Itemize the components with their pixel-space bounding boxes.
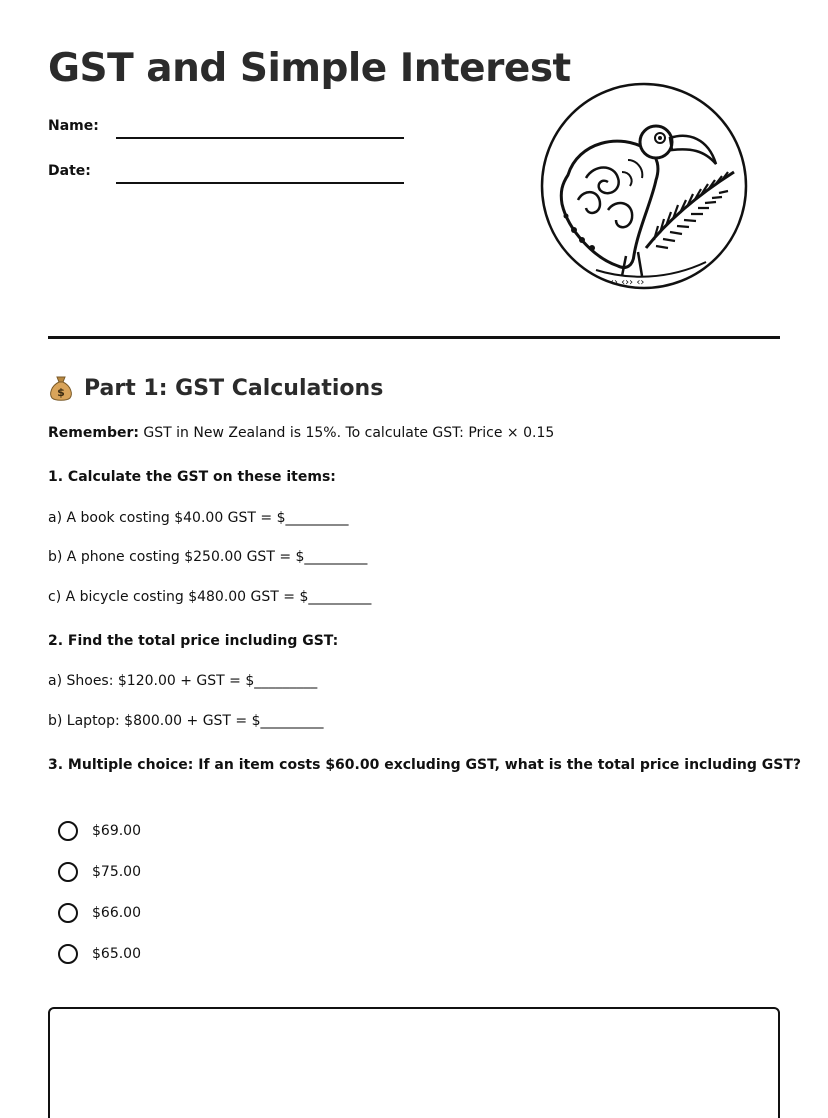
svg-text:‹› ‹›› ‹›: ‹› ‹›› ‹› — [610, 277, 645, 288]
name-field[interactable] — [116, 137, 404, 139]
section-divider — [48, 336, 780, 339]
part1-header — [48, 374, 383, 402]
date-label: Date: — [48, 163, 91, 179]
choice-option[interactable] — [58, 862, 141, 882]
choice-label: $66.00 — [92, 905, 141, 921]
radio-button[interactable] — [58, 944, 78, 964]
question-1b: b) A phone costing $250.00 GST = $_________ — [48, 549, 368, 565]
working-answer-box[interactable] — [48, 1007, 780, 1118]
question-1a: a) A book costing $40.00 GST = $_________ — [48, 510, 349, 526]
part1-heading: Part 1: GST Calculations — [84, 375, 384, 401]
choice-label: $75.00 — [92, 864, 141, 880]
date-field[interactable] — [116, 182, 404, 184]
radio-button[interactable] — [58, 903, 78, 923]
money-bag-icon — [48, 374, 74, 402]
choice-label: $69.00 — [92, 823, 141, 839]
name-label: Name: — [48, 118, 99, 134]
question-2-heading: 2. Find the total price including GST: — [48, 633, 339, 649]
radio-button[interactable] — [58, 821, 78, 841]
question-1c: c) A bicycle costing $480.00 GST = $_________ — [48, 589, 372, 605]
choice-option[interactable] — [58, 944, 141, 964]
question-2b: b) Laptop: $800.00 + GST = $_________ — [48, 713, 324, 729]
page-title: GST and Simple Interest — [48, 46, 571, 91]
question-1-heading: 1. Calculate the GST on these items: — [48, 469, 336, 485]
choice-option[interactable] — [58, 821, 141, 841]
remember-label: Remember: — [48, 425, 139, 441]
remember-text: GST in New Zealand is 15%. To calculate GST: Price × 0.15 — [138, 425, 555, 441]
svg-text:$: $ — [57, 386, 65, 399]
remember-note — [48, 425, 554, 441]
question-3-heading: 3. Multiple choice: If an item costs $60.00 excluding GST, what is the total price including GST? — [48, 757, 802, 773]
kiwi-bird-fern-emblem-icon — [538, 80, 750, 292]
radio-button[interactable] — [58, 862, 78, 882]
question-2a: a) Shoes: $120.00 + GST = $_________ — [48, 673, 318, 689]
choice-option[interactable] — [58, 903, 141, 923]
choice-label: $65.00 — [92, 946, 141, 962]
